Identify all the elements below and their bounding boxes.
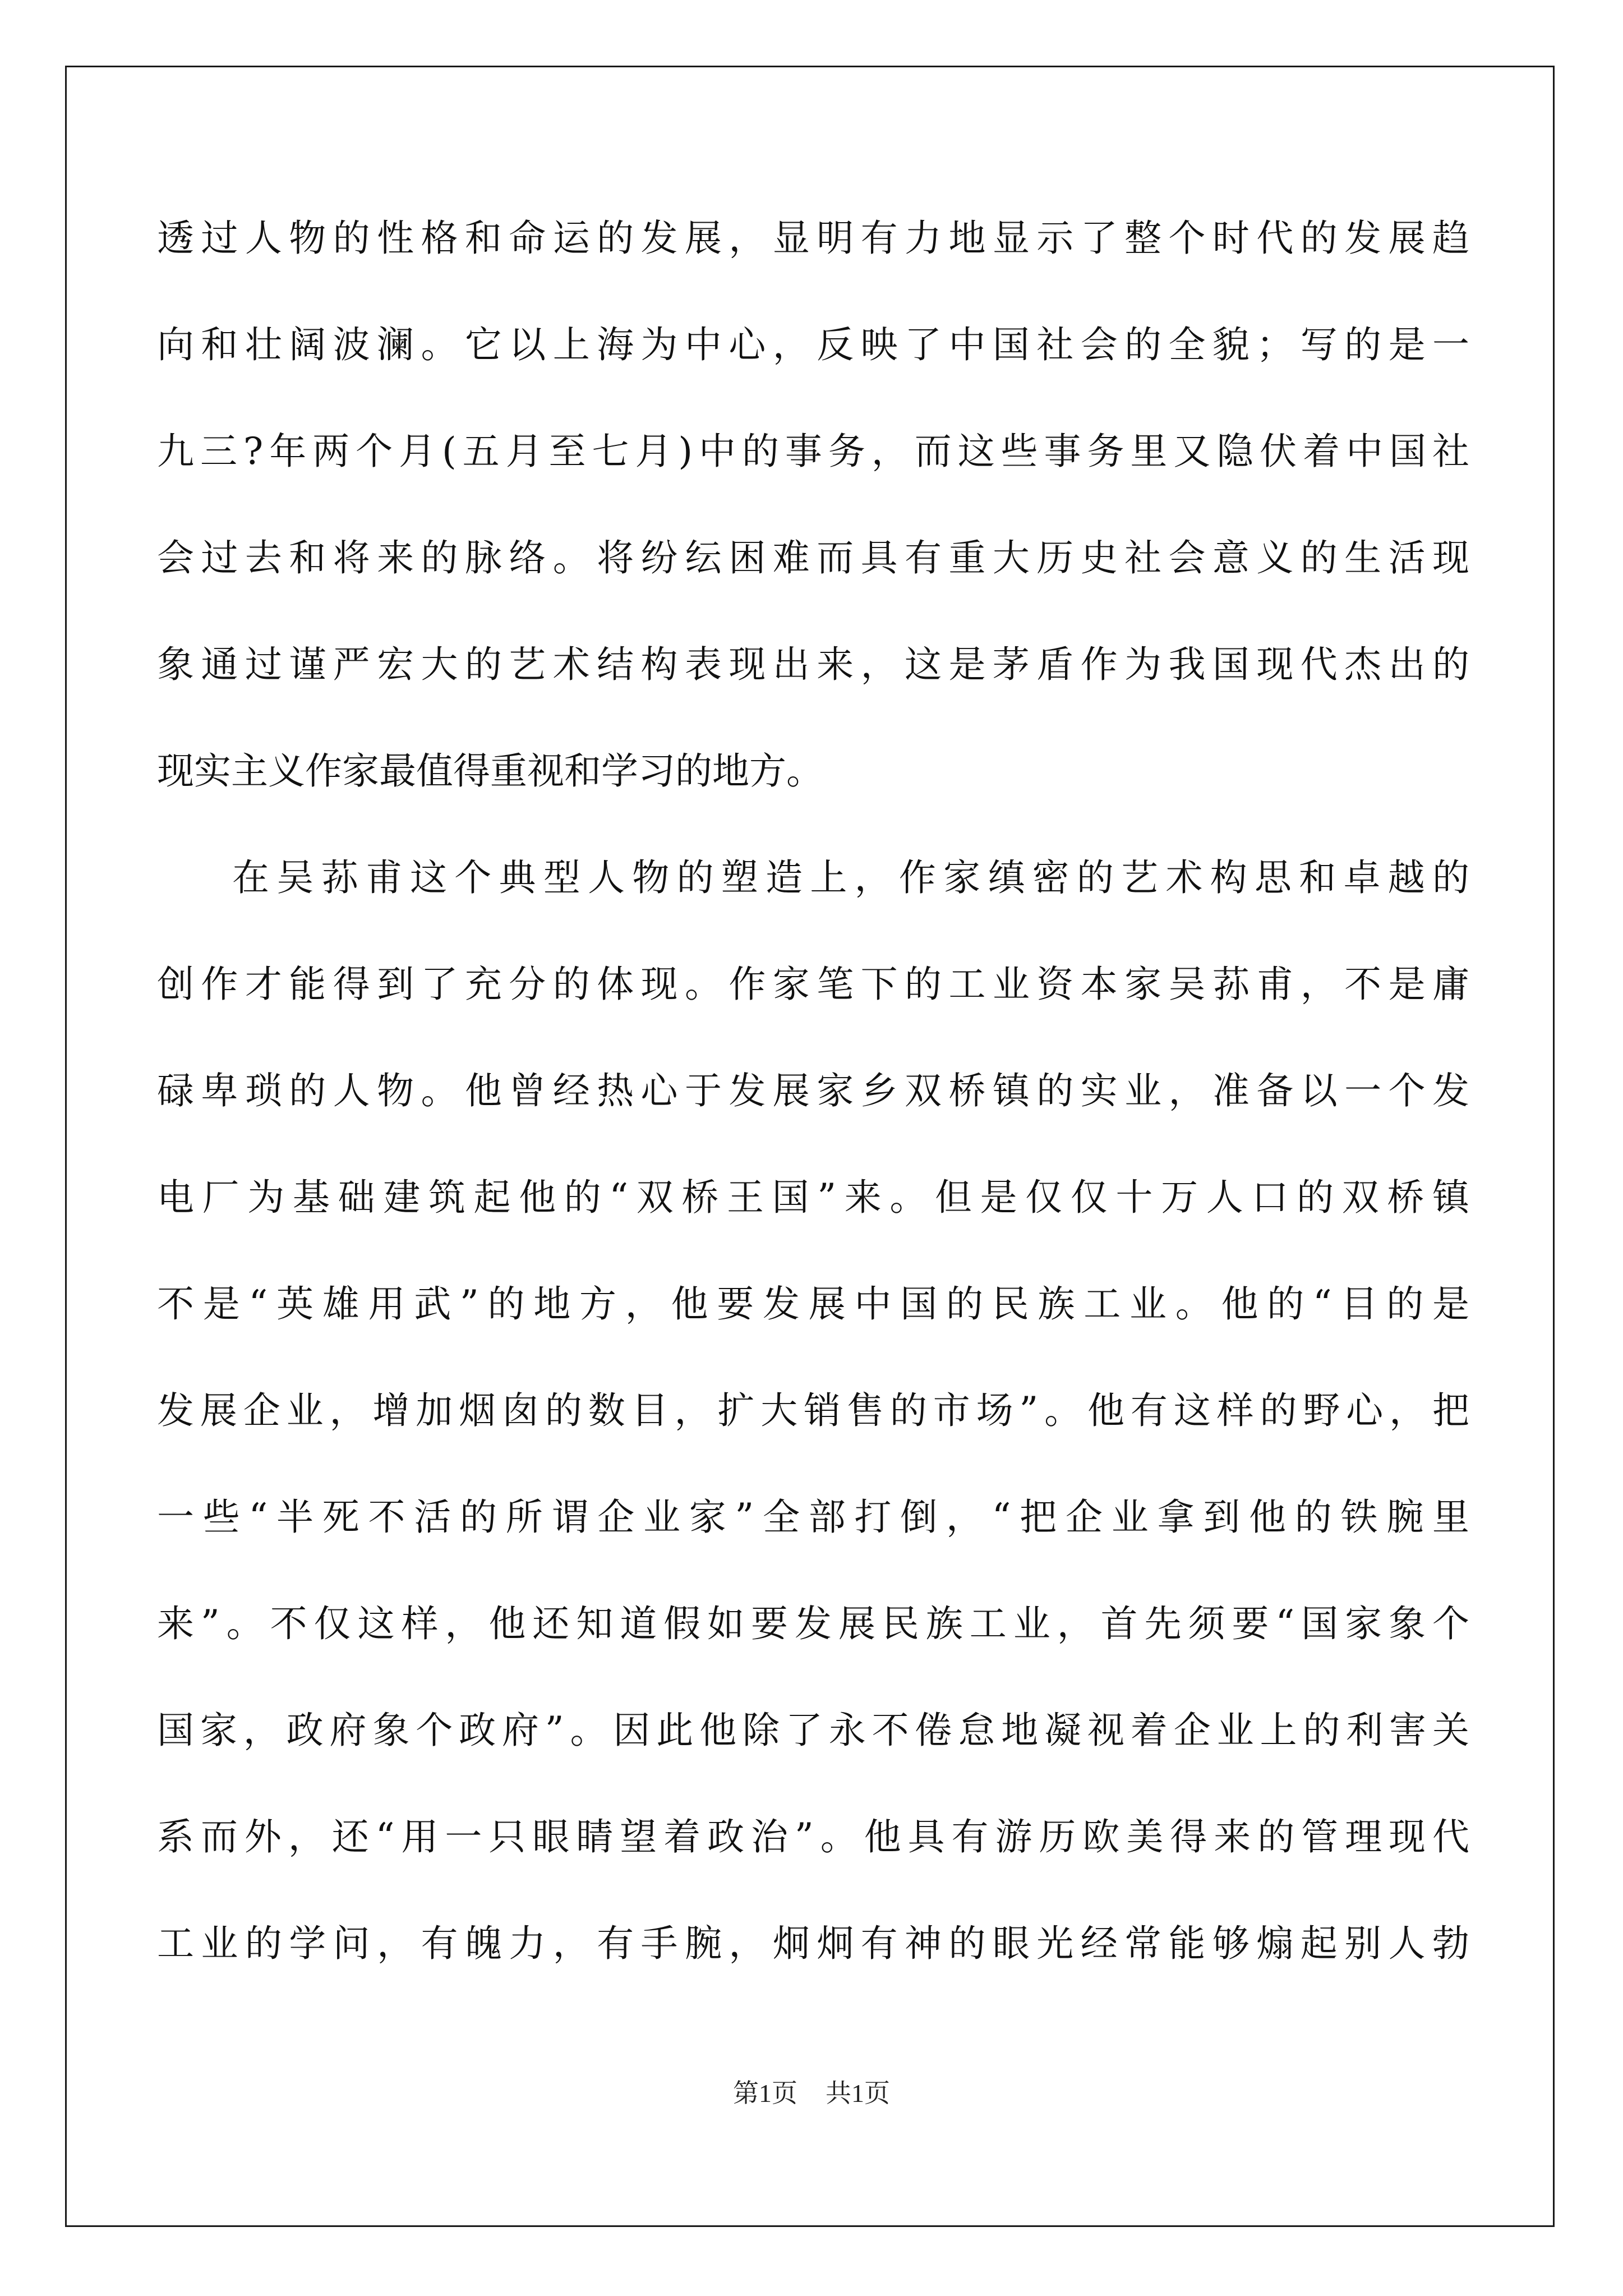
text-line: 会过去和将来的脉络。将纷纭困难而具有重大历史社会意义的生活现 bbox=[157, 536, 1469, 579]
page-number: 第1页 bbox=[733, 2079, 797, 2108]
text-line: 系而外，还“用一只眼睛望着政治”。他具有游历欧美得来的管理现代 bbox=[157, 1815, 1469, 1858]
page-footer bbox=[0, 2073, 1623, 2110]
text-line: 创作才能得到了充分的体现。作家笔下的工业资本家吴荪甫，不是庸 bbox=[157, 963, 1469, 1006]
text-line: 发展企业，增加烟囱的数目，扩大销售的市场”。他有这样的野心，把 bbox=[157, 1389, 1469, 1432]
text-line: 在吴荪甫这个典型人物的塑造上，作家缜密的艺术构思和卓越的 bbox=[232, 856, 1469, 899]
page-total: 共1页 bbox=[826, 2079, 890, 2108]
text-line: 九三?年两个月(五月至七月)中的事务，而这些事务里又隐伏着中国社 bbox=[157, 430, 1469, 473]
document-body bbox=[157, 185, 1469, 1997]
text-line: 来”。不仅这样，他还知道假如要发展民族工业，首先须要“国家象个 bbox=[157, 1602, 1469, 1645]
text-line: 一些“半死不活的所谓企业家”全部打倒，“把企业拿到他的铁腕里 bbox=[157, 1496, 1469, 1539]
text-line: 国家，政府象个政府”。因此他除了永不倦怠地凝视着企业上的利害关 bbox=[157, 1709, 1469, 1752]
text-line: 不是“英雄用武”的地方，他要发展中国的民族工业。他的“目的是 bbox=[157, 1282, 1469, 1326]
text-line: 向和壮阔波澜。它以上海为中心，反映了中国社会的全貌；写的是一 bbox=[157, 323, 1469, 366]
text-line: 电厂为基础建筑起他的“双桥王国”来。但是仅仅十万人口的双桥镇 bbox=[157, 1176, 1469, 1219]
text-line: 工业的学问，有魄力，有手腕，炯炯有神的眼光经常能够煽起别人勃 bbox=[157, 1922, 1469, 1965]
text-line: 透过人物的性格和命运的发展，显明有力地显示了整个时代的发展趋 bbox=[157, 217, 1469, 260]
text-line: 碌卑琐的人物。他曾经热心于发展家乡双桥镇的实业，准备以一个发 bbox=[157, 1069, 1469, 1112]
text-line: 象通过谨严宏大的艺术结构表现出来，这是茅盾作为我国现代杰出的 bbox=[157, 643, 1469, 686]
text-line: 现实主义作家最值得重视和学习的地方。 bbox=[157, 749, 823, 793]
